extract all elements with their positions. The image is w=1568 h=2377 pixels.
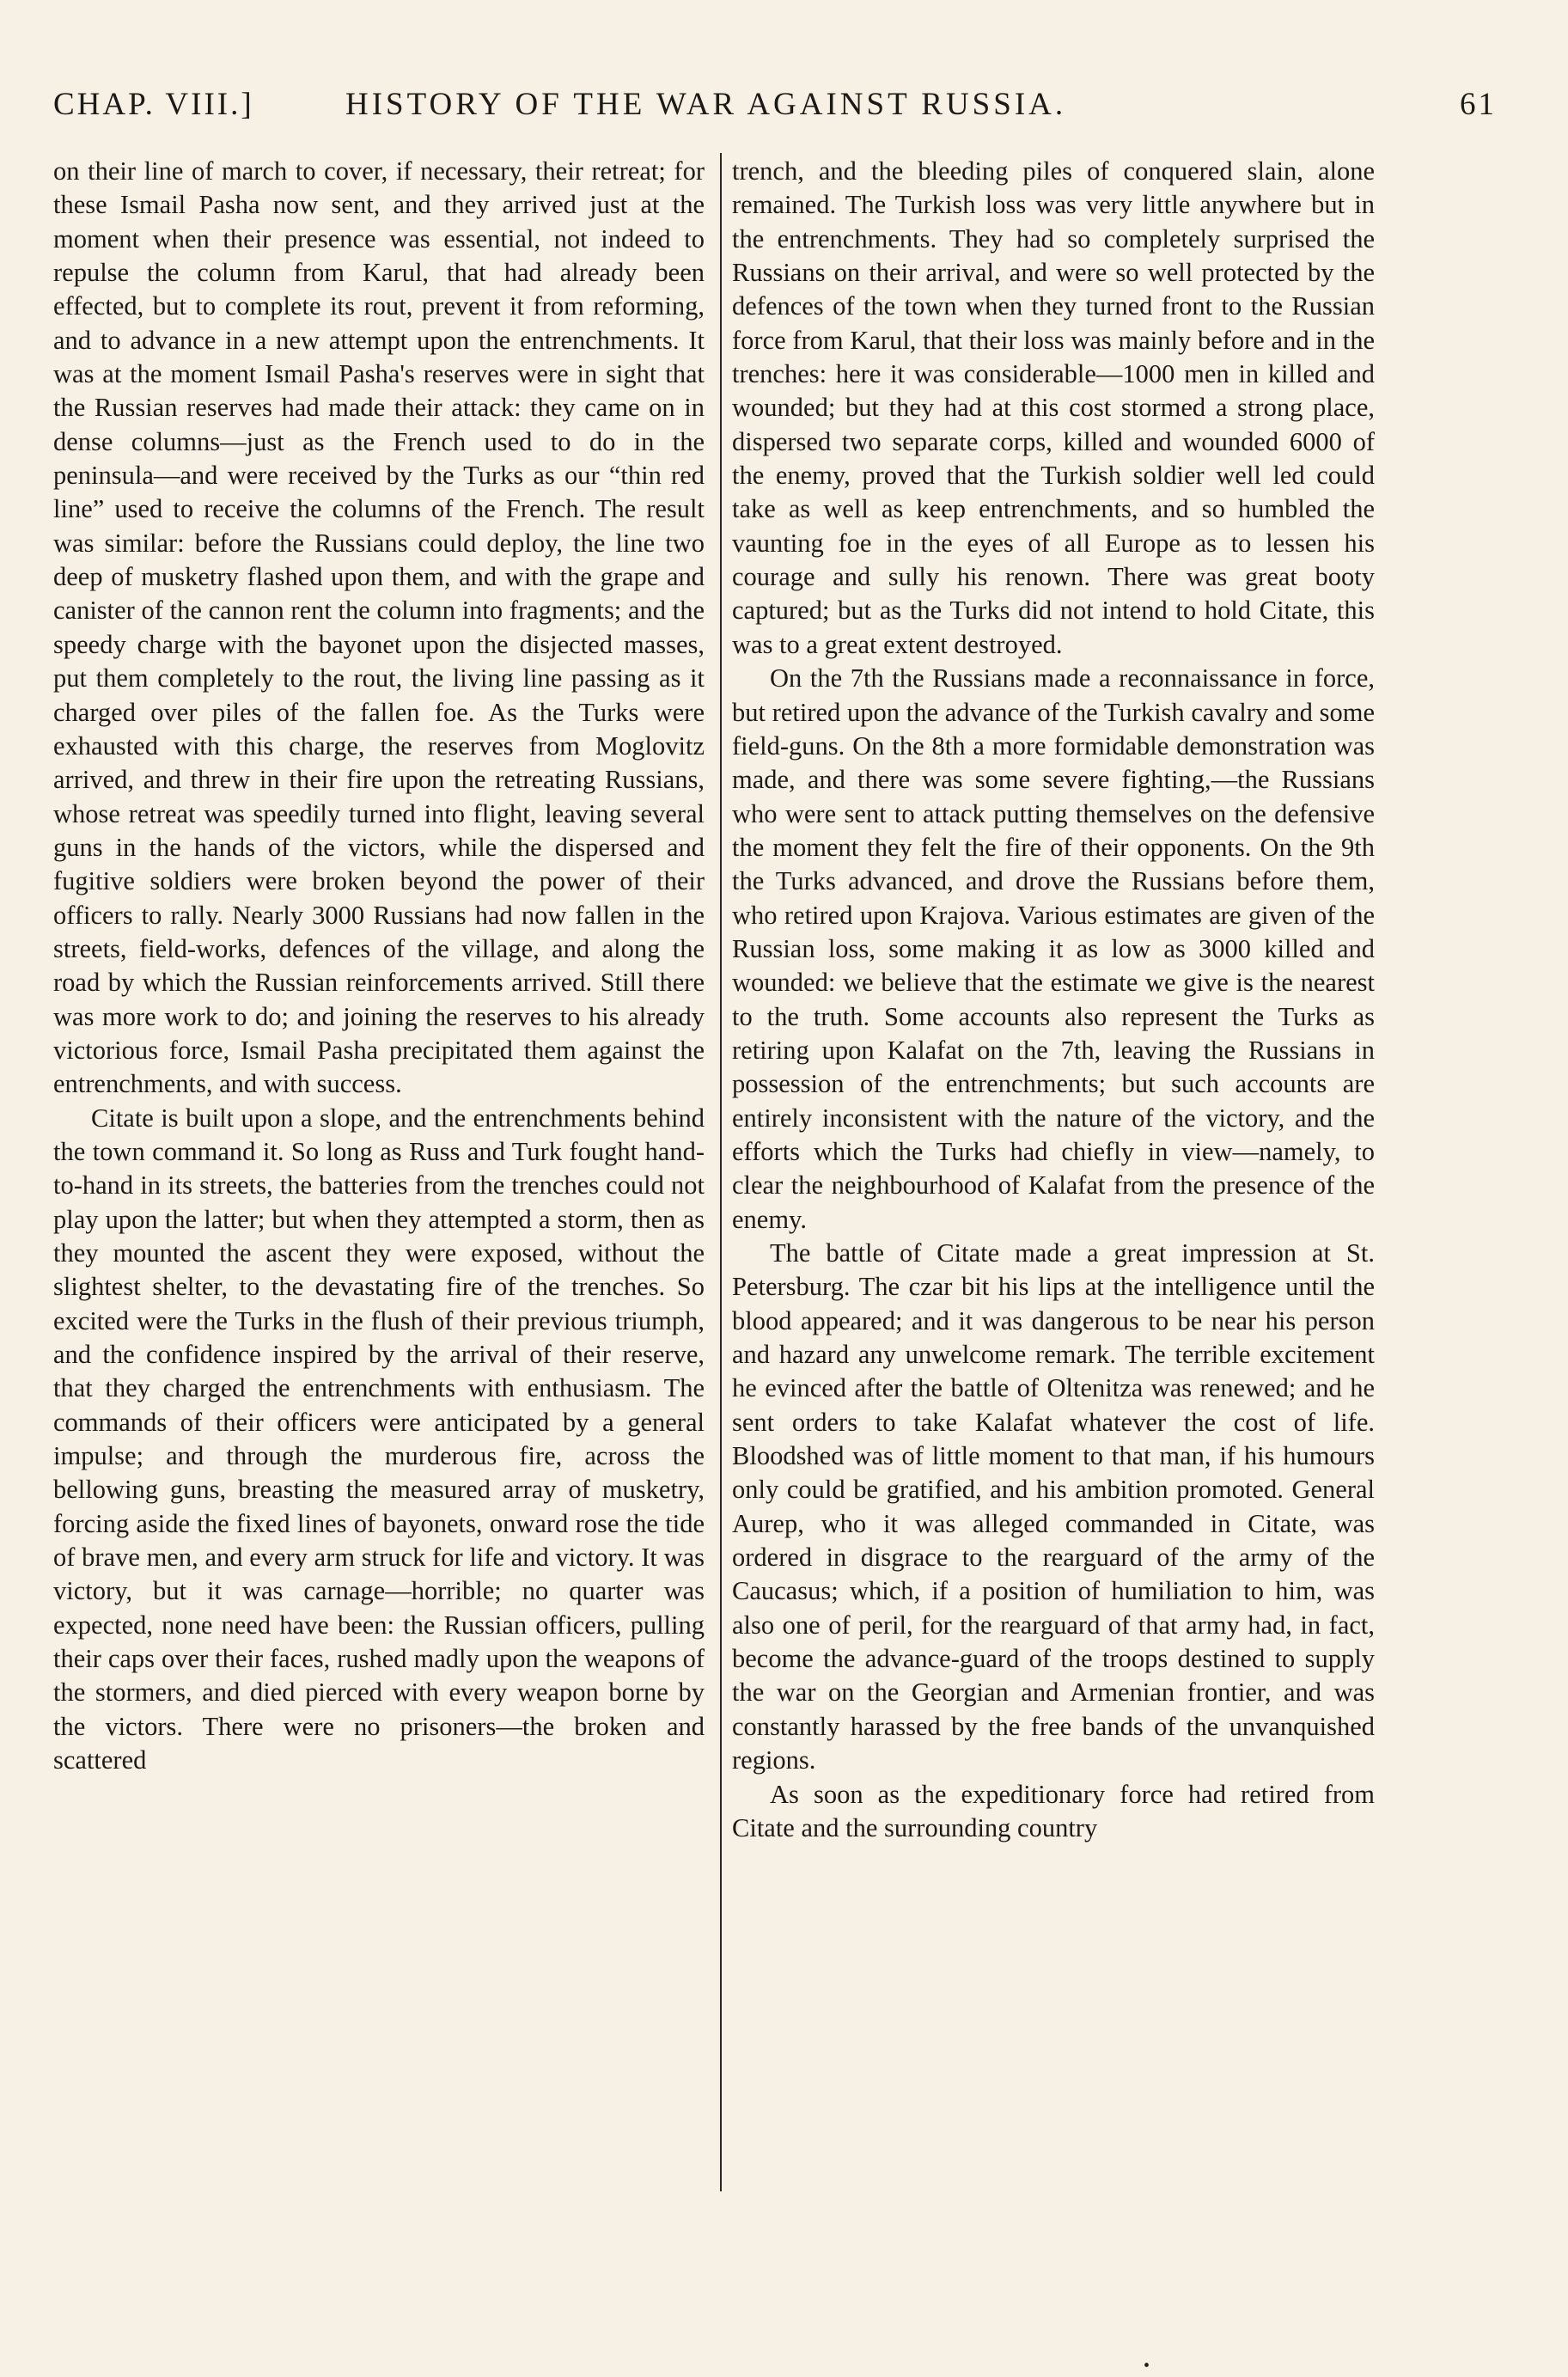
page-number: 61 [1460, 87, 1497, 122]
paragraph: As soon as the expeditionary force had retired from Citate and the surrounding country [732, 1779, 1375, 1842]
column-divider [720, 153, 722, 2191]
paragraph: trench, and the bleeding piles of conquered slain, alone remained. The Turkish loss was very little anywhere but in the entrenchments. They had so completely surprised the Russians on their arrival, and were so well protected by the defences of the town when they turned front to the Russian force from Karul, that their loss was mainly before and in the trenches: here it was considerable—1000 men in killed and wounded; but they had at this cost stormed a strong place, dispersed two separate corps, killed and wounded 6000 of the enemy, proved that the Turkish soldier well led could take as well as keep entrenchments, and so humbled the vaunting foe in the eyes of all Europe as to lessen his courage and sully his renown. There was great booty captured; but as the Turks did not intend to hold Citate, this was to a great extent destroyed. [732, 156, 1375, 659]
chapter-label: CHAP. VIII.] [53, 87, 254, 122]
running-head [53, 86, 1497, 129]
paragraph: on their line of march to cover, if necessary, their retreat; for these Ismail Pasha now sent, and they arrived just at the moment when their presence was essential, not indeed to repulse the column from Karul, that had already been effected, but to complete its rout, prevent it from reforming, and to advance in a new attempt upon the entrenchments. It was at the moment Ismail Pasha's reserves were in sight that the Russian reserves had made their attack: they came on in dense columns—just as the French used to do in the peninsula—and were received by the Turks as our “thin red line” used to receive the columns of the French. The result was similar: before the Russians could deploy, the line two deep of musketry flashed upon them, and with the grape and canister of the cannon rent the column into fragments; and the speedy charge with the bayonet upon the disjected masses, put them completely to the rout, the living line passing as it charged over piles of the fallen foe. As the Turks were exhausted with this charge, the reserves from Moglovitz arrived, and threw in their fire upon the retreating Russians, whose retreat was speedily turned into flight, leaving several guns in the hands of the victors, while the dispersed and fugitive soldiers were broken beyond the power of their officers to rally. Nearly 3000 Russians had now fallen in the streets, field-works, defences of the village, and along the road by which the Russian reinforcements arrived. Still there was more work to do; and joining the reserves to his already victorious force, Ismail Pasha precipitated them against the entrenchments, and with success. [53, 156, 705, 1099]
right-column [732, 155, 1375, 1845]
paragraph: On the 7th the Russians made a reconnaissance in force, but retired upon the advance of the Turkish cavalry and some field-guns. On the 8th a more formidable demonstration was made, and there was some severe fighting,—the Russians who were sent to attack putting themselves on the defensive the moment they felt the fire of their opponents. On the 9th the Turks advanced, and drove the Russians before them, who retired upon Krajova. Various estimates are given of the Russian loss, some making it as low as 3000 killed and wounded: we believe that the estimate we give is the nearest to the truth. Some accounts also represent the Turks as retiring upon Kalafat on the 7th, leaving the Russians in possession of the entrenchments; but such accounts are entirely inconsistent with the nature of the victory, and the efforts which the Turks had chiefly in view—namely, to clear the neighbourhood of Kalafat from the presence of the enemy. [732, 663, 1375, 1234]
paragraph: Citate is built upon a slope, and the entrenchments behind the town command it. So long as Russ and Turk fought hand-to-hand in its streets, the batteries from the trenches could not play upon the latter; but when they attempted a storm, then as they mounted the ascent they were exposed, without the slightest shelter, to the devastating fire of the trenches. So excited were the Turks in the flush of their previous triumph, and the confidence inspired by the arrival of their reserve, that they charged the entrenchments with enthusiasm. The commands of their officers were anticipated by a general impulse; and through the murderous fire, across the bellowing guns, breasting the measured array of musketry, forcing aside the fixed lines of bayonets, onward rose the tide of brave men, and every arm struck for life and victory. It was victory, but it was carnage—horrible; no quarter was expected, none need have been: the Russian officers, pulling their caps over their faces, rushed madly upon the weapons of the stormers, and died pierced with every weapon borne by the victors. There were no prisoners—the broken and scattered [53, 1103, 705, 1775]
print-speck: • [1144, 2356, 1150, 2375]
book-title: HISTORY OF THE WAR AGAINST RUSSIA. [345, 87, 1067, 122]
left-column [53, 155, 705, 1778]
paragraph: The battle of Citate made a great impression at St. Petersburg. The czar bit his lips at the intelligence until the blood appeared; and it was dangerous to be near his person and hazard any unwelcome remark. The terrible excitement he evinced after the battle of Oltenitza was renewed; and he sent orders to take Kalafat whatever the cost of life. Bloodshed was of little moment to that man, if his humours only could be gratified, and his ambition promoted. General Aurep, who it was alleged commanded in Citate, was ordered in disgrace to the rearguard of the army of the Caucasus; which, if a position of humiliation to him, was also one of peril, for the rearguard of that army had, in fact, become the advance-guard of the troops destined to supply the war on the Georgian and Armenian frontier, and was constantly harassed by the free bands of the unvanquished regions. [732, 1238, 1375, 1775]
